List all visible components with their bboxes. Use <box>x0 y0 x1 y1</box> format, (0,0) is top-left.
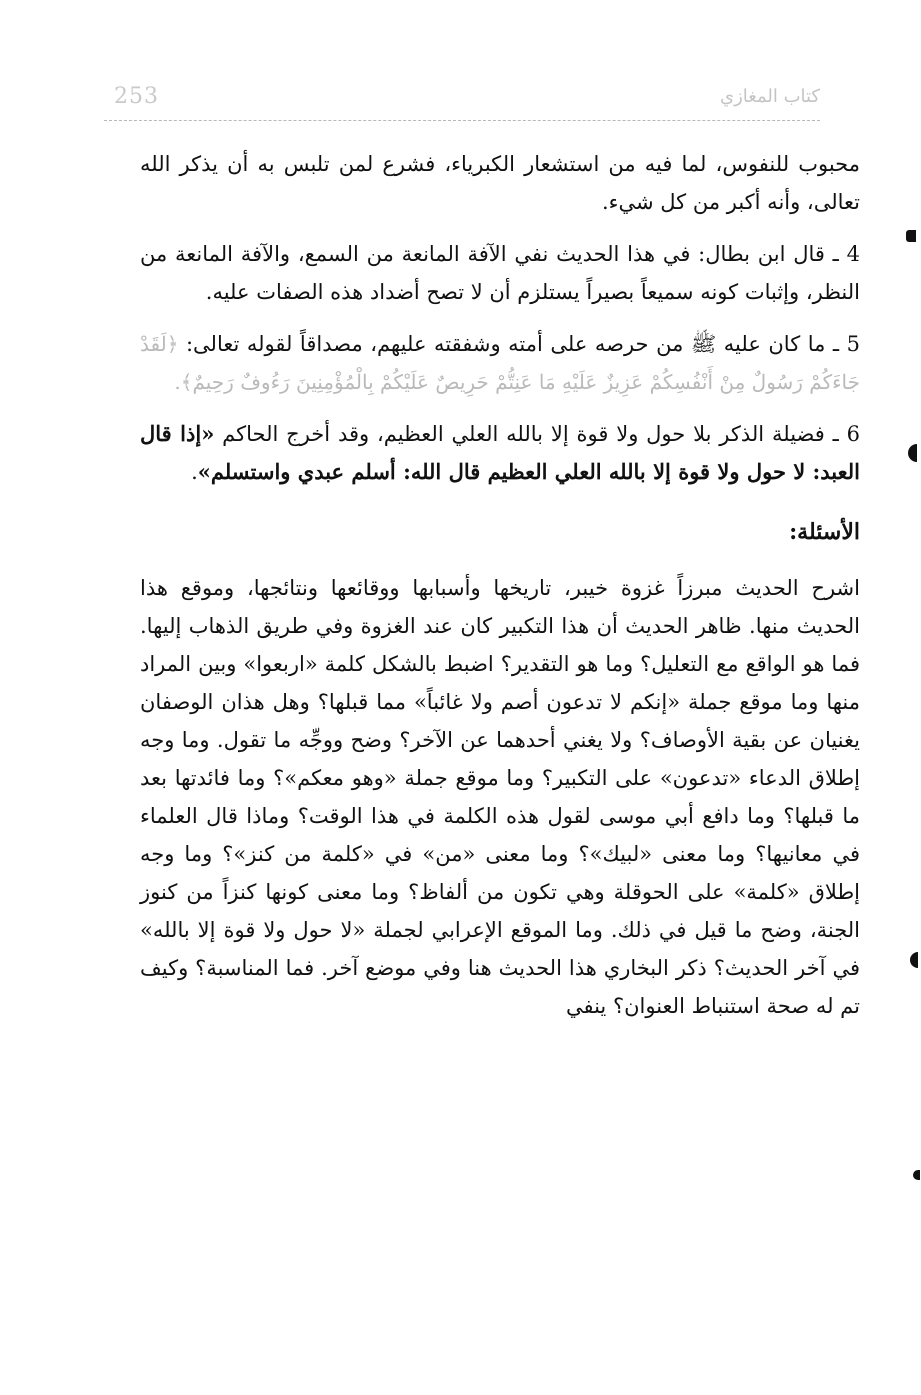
point-6-text: 6 ـ فضيلة الذكر بلا حول ولا قوة إلا بالله العلي العظيم، وقد أخرج الحاكم <box>214 422 860 446</box>
page-body <box>140 145 860 1039</box>
point-6-end: . <box>191 460 198 484</box>
paragraph-point-6 <box>140 415 860 491</box>
paragraph-intro: محبوب للنفوس، لما فيه من استشعار الكبرياء، فشرع لمن تلبس به أن يذكر الله تعالى، وأنه أكبر من كل شيء. <box>140 152 860 214</box>
header-divider <box>104 120 820 121</box>
page-number: 253 <box>114 84 159 109</box>
paragraph-point-4: 4 ـ قال ابن بطال: في هذا الحديث نفي الآفة المانعة من السمع، والآفة المانعة من النظر، وإثبات كونه سميعاً بصيراً يستلزم أن لا تصح أضداد هذه الصفات عليه. <box>140 242 860 304</box>
questions-heading: الأسئلة: <box>789 519 860 545</box>
margin-mark <box>908 444 917 462</box>
margin-mark <box>910 952 918 968</box>
running-title: كتاب المغازي <box>720 86 820 107</box>
paragraph-point-5 <box>140 325 860 401</box>
questions-body: اشرح الحديث مبرزاً غزوة خيبر، تاريخها وأسبابها ووقائعها ونتائجها، وموقع هذا الحديث منها. ظاهر الحديث أن هذا التكبير كان عند الغزوة وفي طريق الذهاب إليها. فما هو الواقع مع التعليل؟ وما هو التقدير؟ اضبط بالشكل كلمة «اربعوا» وبين المراد منها وما موقع جملة «إنكم لا تدعون أصم ولا غائباً» مما قبلها؟ وهل هذان الوصفان يغنيان عن بقية الأوصاف؟ ولا يغني أحدهما عن الآخر؟ وضح ووجِّه ما تقول. وما وجه إطلاق الدعاء «تدعون» على التكبير؟ وما موقع جملة «وهو معكم»؟ وما فائدتها بعد ما قبلها؟ وما دافع أبي موسى لقول هذه الكلمة في هذا الوقت؟ وماذا قال العلماء في معانيها؟ وما معنى «لبيك»؟ وما معنى «من» في «كلمة من كنز»؟ وما وجه إطلاق «كلمة» على الحوقلة وهي تكون من ألفاظ؟ وما معنى كونها كنزاً من كنوز الجنة، وضح ما قيل في ذلك. وما الموقع الإعرابي لجملة «لا حول ولا قوة إلا بالله» في آخر الحديث؟ ذكر البخاري هذا الحديث هنا وفي موضع آخر. فما المناسبة؟ وكيف تم له صحة استنباط العنوان؟ ينفي <box>140 576 860 1018</box>
point-5-text: 5 ـ ما كان عليه ﷺ من حرصه على أمته وشفقته عليهم، مصداقاً لقوله تعالى: <box>178 332 860 356</box>
margin-mark <box>913 1170 920 1180</box>
margin-mark <box>906 230 916 242</box>
hadith-quote: «إذا قال العبد: لا حول ولا قوة إلا بالله العلي العظيم قال الله: أسلم عبدي واستسلم» <box>140 421 860 484</box>
quran-verse: ﴿لَقَدْ جَاءَكُمْ رَسُولٌ مِنْ أَنْفُسِكُمْ عَزِيزٌ عَلَيْهِ مَا عَنِتُّمْ حَرِيصٌ عَلَيْكُمْ بِالْمُؤْمِنِينَ رَءُوفٌ رَحِيمٌ﴾. <box>140 332 860 394</box>
page-header <box>104 84 820 118</box>
